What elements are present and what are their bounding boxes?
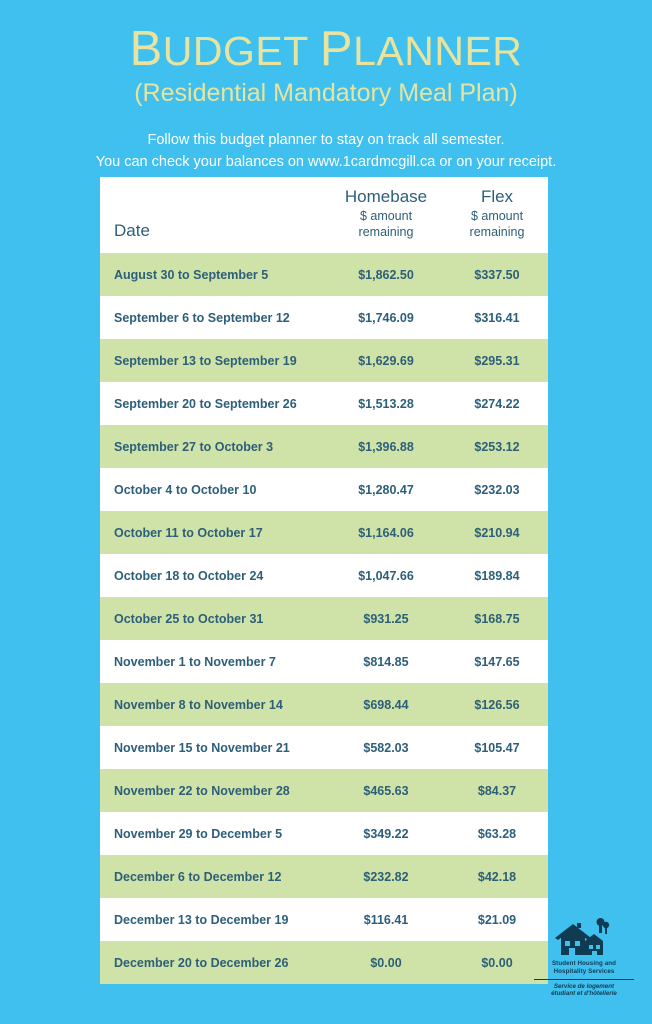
table-row bbox=[100, 511, 548, 554]
cell-flex-amount: $168.75 bbox=[446, 597, 548, 640]
logo-line-1: Student Housing and bbox=[551, 960, 617, 967]
table-row bbox=[100, 468, 548, 511]
title-first-cap: B bbox=[129, 22, 163, 76]
cell-date: December 13 to December 19 bbox=[100, 898, 326, 941]
cell-homebase-amount: $1,513.28 bbox=[326, 382, 446, 425]
table-row bbox=[100, 597, 548, 640]
cell-homebase-amount: $582.03 bbox=[326, 726, 446, 769]
cell-homebase-amount: $698.44 bbox=[326, 683, 446, 726]
page-title bbox=[0, 24, 652, 75]
cell-date: September 6 to September 12 bbox=[100, 296, 326, 339]
cell-date: October 11 to October 17 bbox=[100, 511, 326, 554]
cell-homebase-amount: $465.63 bbox=[326, 769, 446, 812]
page-subtitle: (Residential Mandatory Meal Plan) bbox=[134, 79, 518, 108]
cell-date: November 8 to November 14 bbox=[100, 683, 326, 726]
cell-date: October 25 to October 31 bbox=[100, 597, 326, 640]
table-body bbox=[100, 253, 548, 984]
cell-homebase-amount: $116.41 bbox=[326, 898, 446, 941]
house-logo-icon bbox=[553, 917, 615, 957]
table-row bbox=[100, 253, 548, 296]
cell-date: August 30 to September 5 bbox=[100, 253, 326, 296]
intro-line-2: You can check your balances on www.1cardmcgill.ca or on your receipt. bbox=[95, 154, 557, 171]
logo-line-3: Service de logement bbox=[553, 982, 615, 990]
cell-flex-amount: $189.84 bbox=[446, 554, 548, 597]
cell-homebase-amount: $1,280.47 bbox=[326, 468, 446, 511]
cell-homebase-amount: $232.82 bbox=[326, 855, 446, 898]
column-header-date: Date bbox=[100, 177, 326, 253]
table-row bbox=[100, 812, 548, 855]
column-header-homebase-sub2: remaining bbox=[358, 224, 414, 239]
cell-date: November 15 to November 21 bbox=[100, 726, 326, 769]
cell-date: November 1 to November 7 bbox=[100, 640, 326, 683]
column-header-flex-name: Flex bbox=[480, 187, 514, 206]
column-header-homebase-sub1: $ amount bbox=[359, 209, 413, 223]
intro-text bbox=[0, 130, 652, 174]
cell-date: September 13 to September 19 bbox=[100, 339, 326, 382]
cell-flex-amount: $105.47 bbox=[446, 726, 548, 769]
table-row bbox=[100, 941, 548, 984]
cell-date: October 18 to October 24 bbox=[100, 554, 326, 597]
cell-flex-amount: $42.18 bbox=[446, 855, 548, 898]
title-second-rest: LANNER bbox=[353, 28, 523, 74]
cell-flex-amount: $21.09 bbox=[446, 898, 548, 941]
logo-line-2: Hospitality Services bbox=[553, 967, 615, 975]
column-header-flex-sub2: remaining bbox=[469, 224, 525, 239]
title-second-cap: P bbox=[319, 22, 354, 76]
logo-text-french bbox=[534, 979, 634, 999]
organization-logo bbox=[534, 917, 634, 998]
cell-date: December 6 to December 12 bbox=[100, 855, 326, 898]
table-row bbox=[100, 339, 548, 382]
cell-date: November 22 to November 28 bbox=[100, 769, 326, 812]
table-header-row bbox=[100, 177, 548, 253]
cell-flex-amount: $274.22 bbox=[446, 382, 548, 425]
cell-flex-amount: $126.56 bbox=[446, 683, 548, 726]
cell-flex-amount: $84.37 bbox=[446, 769, 548, 812]
cell-flex-amount: $0.00 bbox=[446, 941, 548, 984]
title-first-rest: UDGET bbox=[162, 28, 320, 74]
cell-flex-amount: $295.31 bbox=[446, 339, 548, 382]
intro-line-1: Follow this budget planner to stay on track all semester. bbox=[147, 132, 505, 149]
cell-homebase-amount: $349.22 bbox=[326, 812, 446, 855]
budget-table-card bbox=[100, 177, 548, 984]
table-row bbox=[100, 382, 548, 425]
cell-flex-amount: $63.28 bbox=[446, 812, 548, 855]
logo-line-4: étudiant et d'hôtellerie bbox=[551, 990, 617, 998]
table-header bbox=[100, 177, 548, 253]
logo-text-english bbox=[534, 960, 634, 976]
table-row bbox=[100, 683, 548, 726]
cell-flex-amount: $210.94 bbox=[446, 511, 548, 554]
column-header-flex-sub1: $ amount bbox=[470, 209, 524, 223]
page-header bbox=[0, 0, 652, 108]
cell-date: September 27 to October 3 bbox=[100, 425, 326, 468]
table-row bbox=[100, 640, 548, 683]
table-row bbox=[100, 898, 548, 941]
cell-date: September 20 to September 26 bbox=[100, 382, 326, 425]
cell-date: November 29 to December 5 bbox=[100, 812, 326, 855]
budget-table bbox=[100, 177, 548, 984]
table-row bbox=[100, 296, 548, 339]
cell-date: October 4 to October 10 bbox=[100, 468, 326, 511]
table-row bbox=[100, 554, 548, 597]
table-row bbox=[100, 726, 548, 769]
table-row bbox=[100, 769, 548, 812]
column-header-homebase bbox=[326, 177, 446, 253]
column-header-flex bbox=[446, 177, 548, 253]
cell-homebase-amount: $1,164.06 bbox=[326, 511, 446, 554]
cell-homebase-amount: $1,396.88 bbox=[326, 425, 446, 468]
cell-flex-amount: $316.41 bbox=[446, 296, 548, 339]
cell-homebase-amount: $931.25 bbox=[326, 597, 446, 640]
cell-flex-amount: $337.50 bbox=[446, 253, 548, 296]
cell-date: December 20 to December 26 bbox=[100, 941, 326, 984]
cell-homebase-amount: $1,629.69 bbox=[326, 339, 446, 382]
cell-homebase-amount: $814.85 bbox=[326, 640, 446, 683]
cell-homebase-amount: $0.00 bbox=[326, 941, 446, 984]
table-row bbox=[100, 425, 548, 468]
cell-homebase-amount: $1,746.09 bbox=[326, 296, 446, 339]
cell-flex-amount: $253.12 bbox=[446, 425, 548, 468]
cell-homebase-amount: $1,047.66 bbox=[326, 554, 446, 597]
cell-flex-amount: $232.03 bbox=[446, 468, 548, 511]
cell-homebase-amount: $1,862.50 bbox=[326, 253, 446, 296]
table-row bbox=[100, 855, 548, 898]
column-header-homebase-name: Homebase bbox=[344, 187, 428, 206]
cell-flex-amount: $147.65 bbox=[446, 640, 548, 683]
